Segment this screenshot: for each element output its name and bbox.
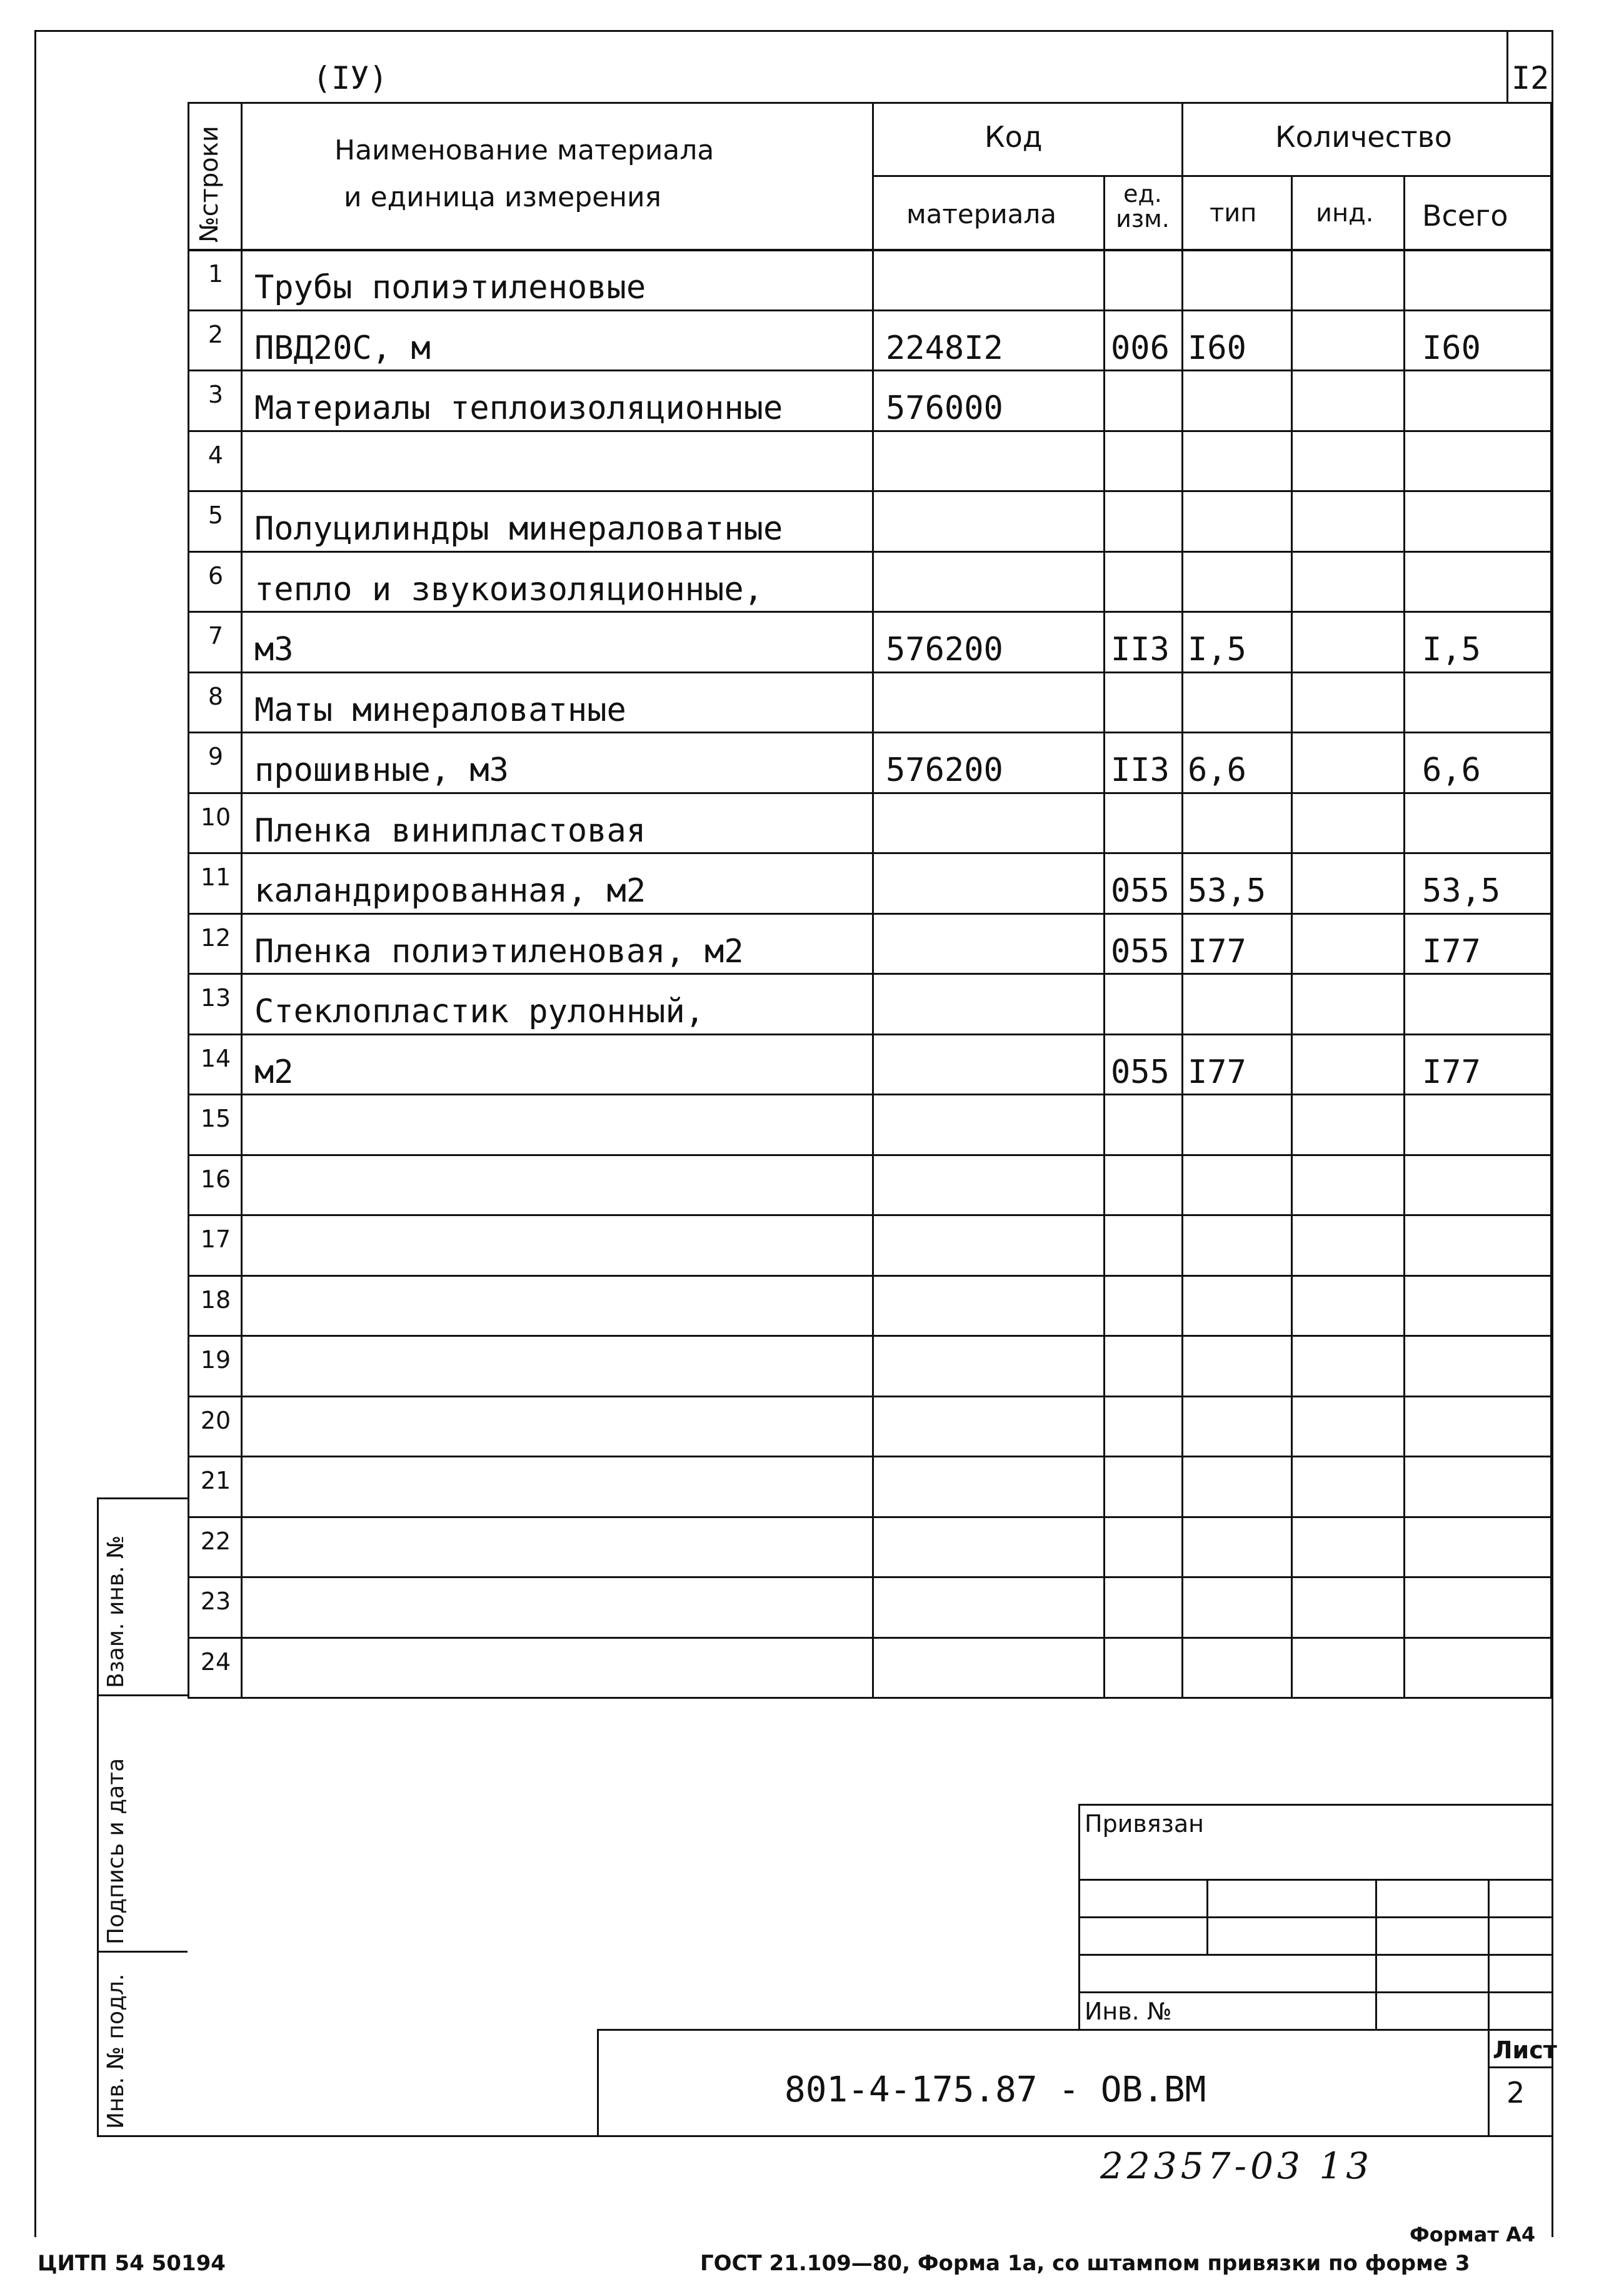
document-designation: 801-4-175.87 - ОВ.ВМ	[784, 2070, 1206, 2110]
table-row-line	[188, 1335, 1550, 1337]
side-sep-1	[97, 1497, 188, 1499]
row-number: 1	[208, 260, 224, 288]
header-quantity: Количество	[1275, 120, 1452, 154]
title-block-left	[597, 2029, 599, 2135]
footer-gost: ГОСТ 21.109—80, Форма 1а, со штампом привязки по форме 3	[700, 2251, 1470, 2276]
table-row-line	[188, 551, 1550, 553]
row-number: 15	[200, 1105, 231, 1132]
sheet-corner-number: I2	[1511, 60, 1550, 96]
row-name: Пленка полиэтиленовая, м2	[254, 932, 744, 970]
table-row-line	[188, 672, 1550, 673]
stamp-row-4	[1078, 1991, 1553, 1993]
col-border-number	[241, 102, 243, 1699]
side-label-podpis: Подпись и дата	[103, 1758, 129, 1944]
row-qty-total: 53,5	[1422, 872, 1501, 910]
row-number: 3	[208, 381, 224, 408]
header-code: Код	[985, 120, 1043, 154]
header-qty-total: Всего	[1422, 199, 1508, 233]
col-border-unit	[1103, 175, 1105, 1699]
col-border-code	[1181, 102, 1183, 1699]
header-name: Наименование материала	[334, 134, 714, 166]
handwritten-number: 22357-03 13	[1100, 2145, 1373, 2187]
header-code-unit: ед. изм.	[1116, 180, 1170, 233]
header-left-label: (IУ)	[313, 60, 388, 96]
header-row-number: №строки	[195, 126, 224, 243]
row-qty-type: I60	[1188, 329, 1246, 367]
table-row-line	[188, 309, 1550, 311]
row-qty-total: I,5	[1422, 631, 1481, 668]
table-row-line	[188, 490, 1550, 492]
row-name: тепло и звукоизоляционные,	[254, 570, 763, 608]
row-unit-code: II3	[1111, 752, 1170, 789]
stamp-col-3	[1488, 1879, 1490, 2135]
row-name: м2	[254, 1053, 294, 1091]
row-number: 12	[200, 923, 231, 952]
row-number: 14	[200, 1044, 231, 1072]
table-row-line	[188, 370, 1550, 371]
row-name: прошивные, м3	[254, 752, 509, 789]
row-unit-code: 055	[1111, 932, 1170, 970]
row-qty-type: I77	[1188, 1053, 1246, 1091]
col-border-name	[872, 102, 874, 1699]
col-border-type	[1291, 175, 1293, 1699]
table-row-line	[188, 1396, 1550, 1397]
row-number: 22	[200, 1527, 231, 1555]
row-material-code: 576200	[886, 752, 1003, 789]
header-qty-ind: инд.	[1316, 199, 1374, 228]
header-code-material: материала	[906, 199, 1057, 229]
title-block-top	[597, 2029, 1553, 2031]
header-bottom-line	[188, 249, 1550, 251]
row-material-code: 576000	[886, 390, 1003, 427]
header-mid-line	[872, 175, 1550, 177]
table-row-line	[188, 732, 1550, 733]
table-row-line	[188, 1154, 1550, 1156]
row-qty-type: 6,6	[1188, 752, 1246, 789]
row-material-code: 2248I2	[886, 329, 1003, 367]
row-qty-total: 6,6	[1422, 752, 1481, 789]
table-row-line	[188, 1034, 1550, 1035]
side-sep-2	[97, 1694, 188, 1696]
table-row-line	[188, 1516, 1550, 1518]
table-row-line	[188, 1214, 1550, 1216]
row-unit-code: 006	[1111, 329, 1170, 367]
table-row-line	[188, 611, 1550, 613]
row-number: 5	[208, 501, 224, 529]
row-number: 24	[200, 1648, 231, 1676]
row-number: 16	[200, 1165, 231, 1193]
list-label: Лист	[1493, 2036, 1557, 2064]
table-row-line	[188, 852, 1550, 854]
row-number: 13	[200, 984, 231, 1012]
stamp-col-1	[1206, 1879, 1208, 1954]
row-unit-code: 055	[1111, 872, 1170, 910]
row-number: 23	[200, 1587, 231, 1615]
format-label: Формат А4	[1410, 2223, 1536, 2246]
stamp-col-2	[1375, 1879, 1377, 2029]
row-qty-type: I,5	[1188, 631, 1246, 668]
row-name: Полуцилиндры минераловатные	[254, 510, 783, 548]
side-sep-3	[97, 1951, 188, 1953]
row-number: 8	[208, 682, 224, 710]
inv-no-label: Инв. №	[1085, 1998, 1172, 2025]
stamp-row-3	[1078, 1954, 1553, 1956]
table-row-line	[188, 973, 1550, 975]
row-unit-code: 055	[1111, 1053, 1170, 1091]
row-number: 9	[208, 743, 224, 770]
table-row-line	[188, 430, 1550, 432]
row-unit-code: II3	[1111, 631, 1170, 668]
row-material-code: 576200	[886, 631, 1003, 668]
table-top-border	[188, 102, 1550, 104]
row-name: Маты минераловатные	[254, 691, 626, 729]
row-qty-type: I77	[1188, 932, 1246, 970]
stamp-top	[1078, 1804, 1553, 1806]
row-number: 11	[200, 863, 231, 891]
table-left-border	[188, 102, 189, 1699]
stamp-bottom	[188, 2135, 1553, 2137]
row-qty-type: 53,5	[1188, 872, 1266, 910]
list-sep	[1488, 2066, 1553, 2068]
row-name: Пленка винипластовая	[254, 812, 646, 850]
row-number: 6	[208, 561, 224, 590]
table-row-line	[188, 1576, 1550, 1578]
privyazan-label: Привязан	[1085, 1810, 1204, 1838]
row-number: 10	[200, 803, 231, 831]
table-right-border	[1550, 102, 1552, 1699]
row-qty-total: I60	[1422, 329, 1481, 367]
row-qty-total: I77	[1422, 932, 1481, 970]
stamp-row-2	[1078, 1916, 1553, 1918]
row-number: 7	[208, 622, 224, 650]
row-name: ПВД20С, м	[254, 329, 431, 367]
row-name: Стеклопластик рулонный,	[254, 993, 705, 1030]
table-row-line	[188, 913, 1550, 915]
table-row-line	[188, 1697, 1550, 1699]
row-number: 19	[200, 1346, 231, 1374]
table-row-line	[188, 792, 1550, 794]
row-number: 2	[208, 320, 224, 348]
row-number: 4	[208, 441, 224, 469]
table-row-line	[188, 1094, 1550, 1095]
header-qty-type: тип	[1210, 199, 1257, 228]
row-qty-total: I77	[1422, 1053, 1481, 1091]
row-name: Трубы полиэтиленовые	[254, 269, 646, 306]
side-label-vzam: Взам. инв. №	[103, 1535, 129, 1688]
row-name: Материалы теплоизоляционные	[254, 390, 783, 427]
list-value: 2	[1506, 2076, 1525, 2110]
table-row-line	[188, 1637, 1550, 1639]
corner-divider	[1506, 30, 1508, 102]
stamp-row-1	[1078, 1879, 1553, 1881]
table-row-line	[188, 1456, 1550, 1457]
frame-top	[34, 30, 1553, 32]
row-name: каландрированная, м2	[254, 872, 646, 910]
row-number: 17	[200, 1225, 231, 1253]
table-row-line	[188, 1275, 1550, 1277]
side-inner-left	[97, 1497, 99, 2135]
header-name-2: и единица измерения	[344, 181, 662, 213]
row-number: 21	[200, 1467, 231, 1494]
side-label-inv-podl: Инв. № подл.	[103, 1973, 129, 2129]
row-name: м3	[254, 631, 294, 668]
footer-left-code: ЦИТП 54 50194	[38, 2251, 226, 2276]
side-sep-4	[97, 2135, 188, 2137]
row-number: 18	[200, 1285, 231, 1314]
row-number: 20	[200, 1406, 231, 1434]
col-border-ind	[1403, 175, 1405, 1699]
frame-left	[34, 30, 36, 2237]
